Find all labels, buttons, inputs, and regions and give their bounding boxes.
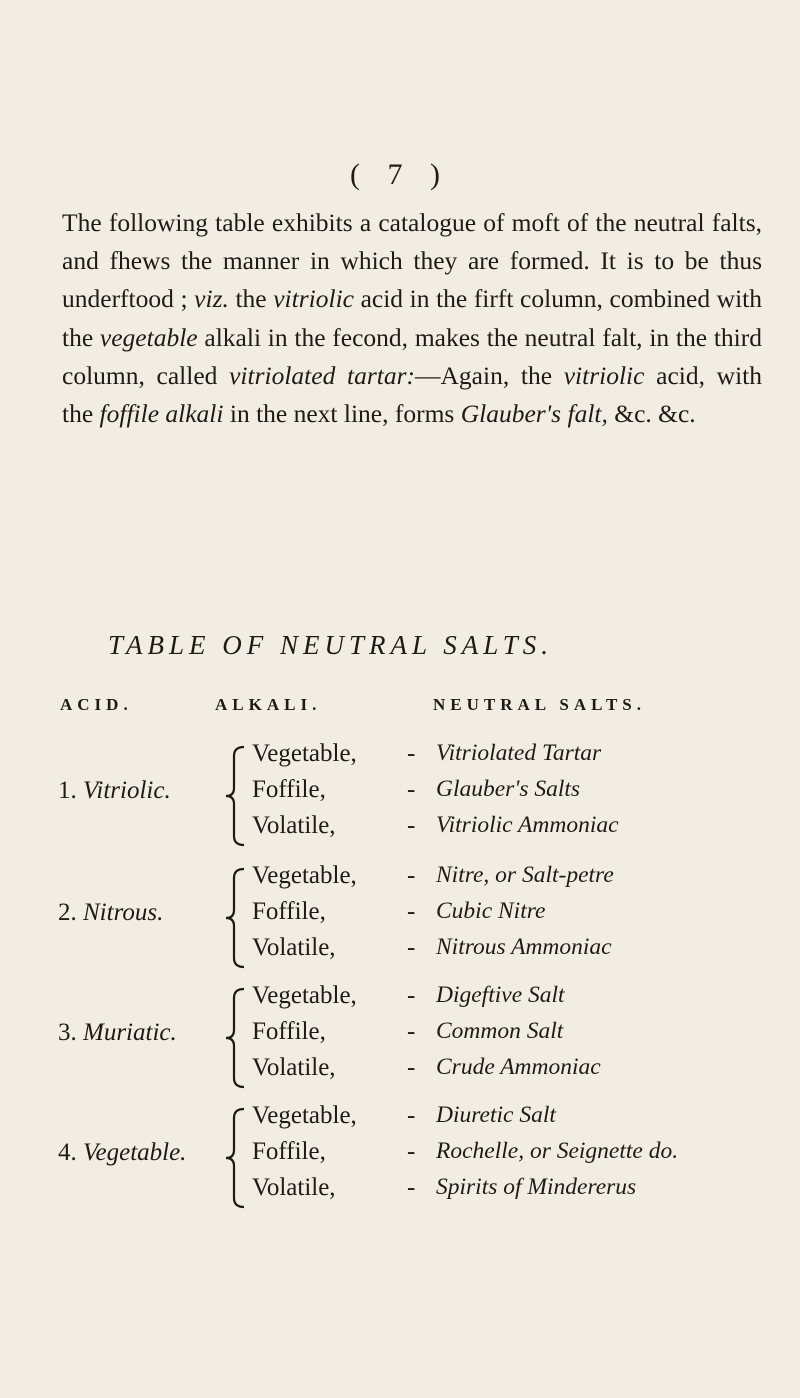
neutral-salt-name: Diuretic Salt <box>436 1102 556 1128</box>
intro-text: —Again, the <box>415 360 564 390</box>
table-row <box>0 1018 800 1052</box>
acid-name: Vegetable. <box>83 1139 187 1166</box>
table-row <box>0 1174 800 1208</box>
group-number: 1. <box>58 777 77 804</box>
neutral-salt-name: Vitriolated Tartar <box>436 740 602 766</box>
dash: - <box>407 776 416 803</box>
intro-text: acid in the firft column, combined with the <box>62 284 763 352</box>
group-number: 2. <box>58 899 77 926</box>
acid-name: Muriatic. <box>83 1019 177 1046</box>
acid-group <box>0 740 800 850</box>
table-row <box>0 1102 800 1136</box>
table-row <box>0 776 800 810</box>
page-number: ( 7 ) <box>350 158 450 191</box>
neutral-salt-name: Crude Ammoniac <box>436 1054 601 1080</box>
intro-text: in the next line, forms <box>223 399 461 429</box>
table-row <box>0 898 800 932</box>
dash: - <box>407 1018 416 1045</box>
alkali-name: Foffile, <box>252 1138 326 1165</box>
intro-text: the <box>228 284 274 314</box>
acid-group <box>0 982 800 1092</box>
dash: - <box>407 1138 416 1165</box>
acid-group <box>0 862 800 972</box>
table-headers <box>0 695 800 725</box>
neutral-salt-name: Common Salt <box>436 1018 564 1044</box>
group-number: 3. <box>58 1019 77 1046</box>
intro-text: acid, with the <box>62 360 762 429</box>
dash: - <box>407 862 416 889</box>
dash: - <box>407 812 416 839</box>
alkali-name: Vegetable, <box>252 740 357 767</box>
dash: - <box>407 740 416 767</box>
intro-text: alkali in the fecond, makes the neutral falt, in the third column, called <box>62 322 762 390</box>
table-row <box>0 812 800 846</box>
alkali-name: Volatile, <box>252 812 336 839</box>
dash: - <box>407 982 416 1009</box>
table-row <box>0 1138 800 1172</box>
header-acid: ACID. <box>60 695 133 714</box>
dash: - <box>407 898 416 925</box>
intro-italic: foffile alkali <box>99 399 224 429</box>
neutral-salt-name: Rochelle, or Seignette do. <box>436 1138 679 1164</box>
dash: - <box>407 1054 416 1081</box>
table-row <box>0 862 800 896</box>
intro-italic: vitriolated tartar: <box>229 360 416 390</box>
header-alkali: ALKALI. <box>215 695 322 714</box>
dash: - <box>407 1102 416 1129</box>
intro-italic: vegetable <box>99 322 198 352</box>
alkali-name: Vegetable, <box>252 982 357 1009</box>
alkali-name: Foffile, <box>252 1018 326 1045</box>
intro-text: The following table exhibits a catalogue of moft of the neutral falts, and fhews the manner in which they are formed. It is to be thus underftood ; <box>62 208 762 314</box>
intro-italic: vitriolic <box>563 360 645 390</box>
alkali-name: Foffile, <box>252 898 326 925</box>
alkali-name: Volatile, <box>252 1054 336 1081</box>
table-title: TABLE OF NEUTRAL SALTS. <box>108 630 554 660</box>
header-neutral-salts: NEUTRAL SALTS. <box>433 695 646 714</box>
intro-italic: vitriolic <box>273 284 354 314</box>
neutral-salt-name: Cubic Nitre <box>436 898 546 924</box>
table-row <box>0 740 800 774</box>
neutral-salt-name: Nitrous Ammoniac <box>436 934 612 960</box>
intro-text: &c. &c. <box>607 399 696 429</box>
neutral-salt-name: Glauber's Salts <box>436 776 581 802</box>
neutral-salt-name: Digeftive Salt <box>436 982 565 1008</box>
intro-paragraph <box>62 204 762 433</box>
intro-italic: Glauber's falt, <box>460 399 608 429</box>
group-number: 4. <box>58 1139 77 1166</box>
acid-name: Vitriolic. <box>83 777 171 804</box>
intro-italic: viz. <box>194 284 229 314</box>
alkali-name: Foffile, <box>252 776 326 803</box>
neutral-salt-name: Spirits of Mindererus <box>436 1174 637 1200</box>
dash: - <box>407 1174 416 1201</box>
alkali-name: Vegetable, <box>252 1102 357 1129</box>
alkali-name: Vegetable, <box>252 862 357 889</box>
neutral-salt-name: Nitre, or Salt-petre <box>436 862 614 888</box>
table-row <box>0 982 800 1016</box>
neutral-salt-name: Vitriolic Ammoniac <box>436 812 619 838</box>
alkali-name: Volatile, <box>252 934 336 961</box>
acid-group <box>0 1102 800 1212</box>
table-row <box>0 1054 800 1088</box>
dash: - <box>407 934 416 961</box>
acid-name: Nitrous. <box>83 899 164 926</box>
table-row <box>0 934 800 968</box>
alkali-name: Volatile, <box>252 1174 336 1201</box>
